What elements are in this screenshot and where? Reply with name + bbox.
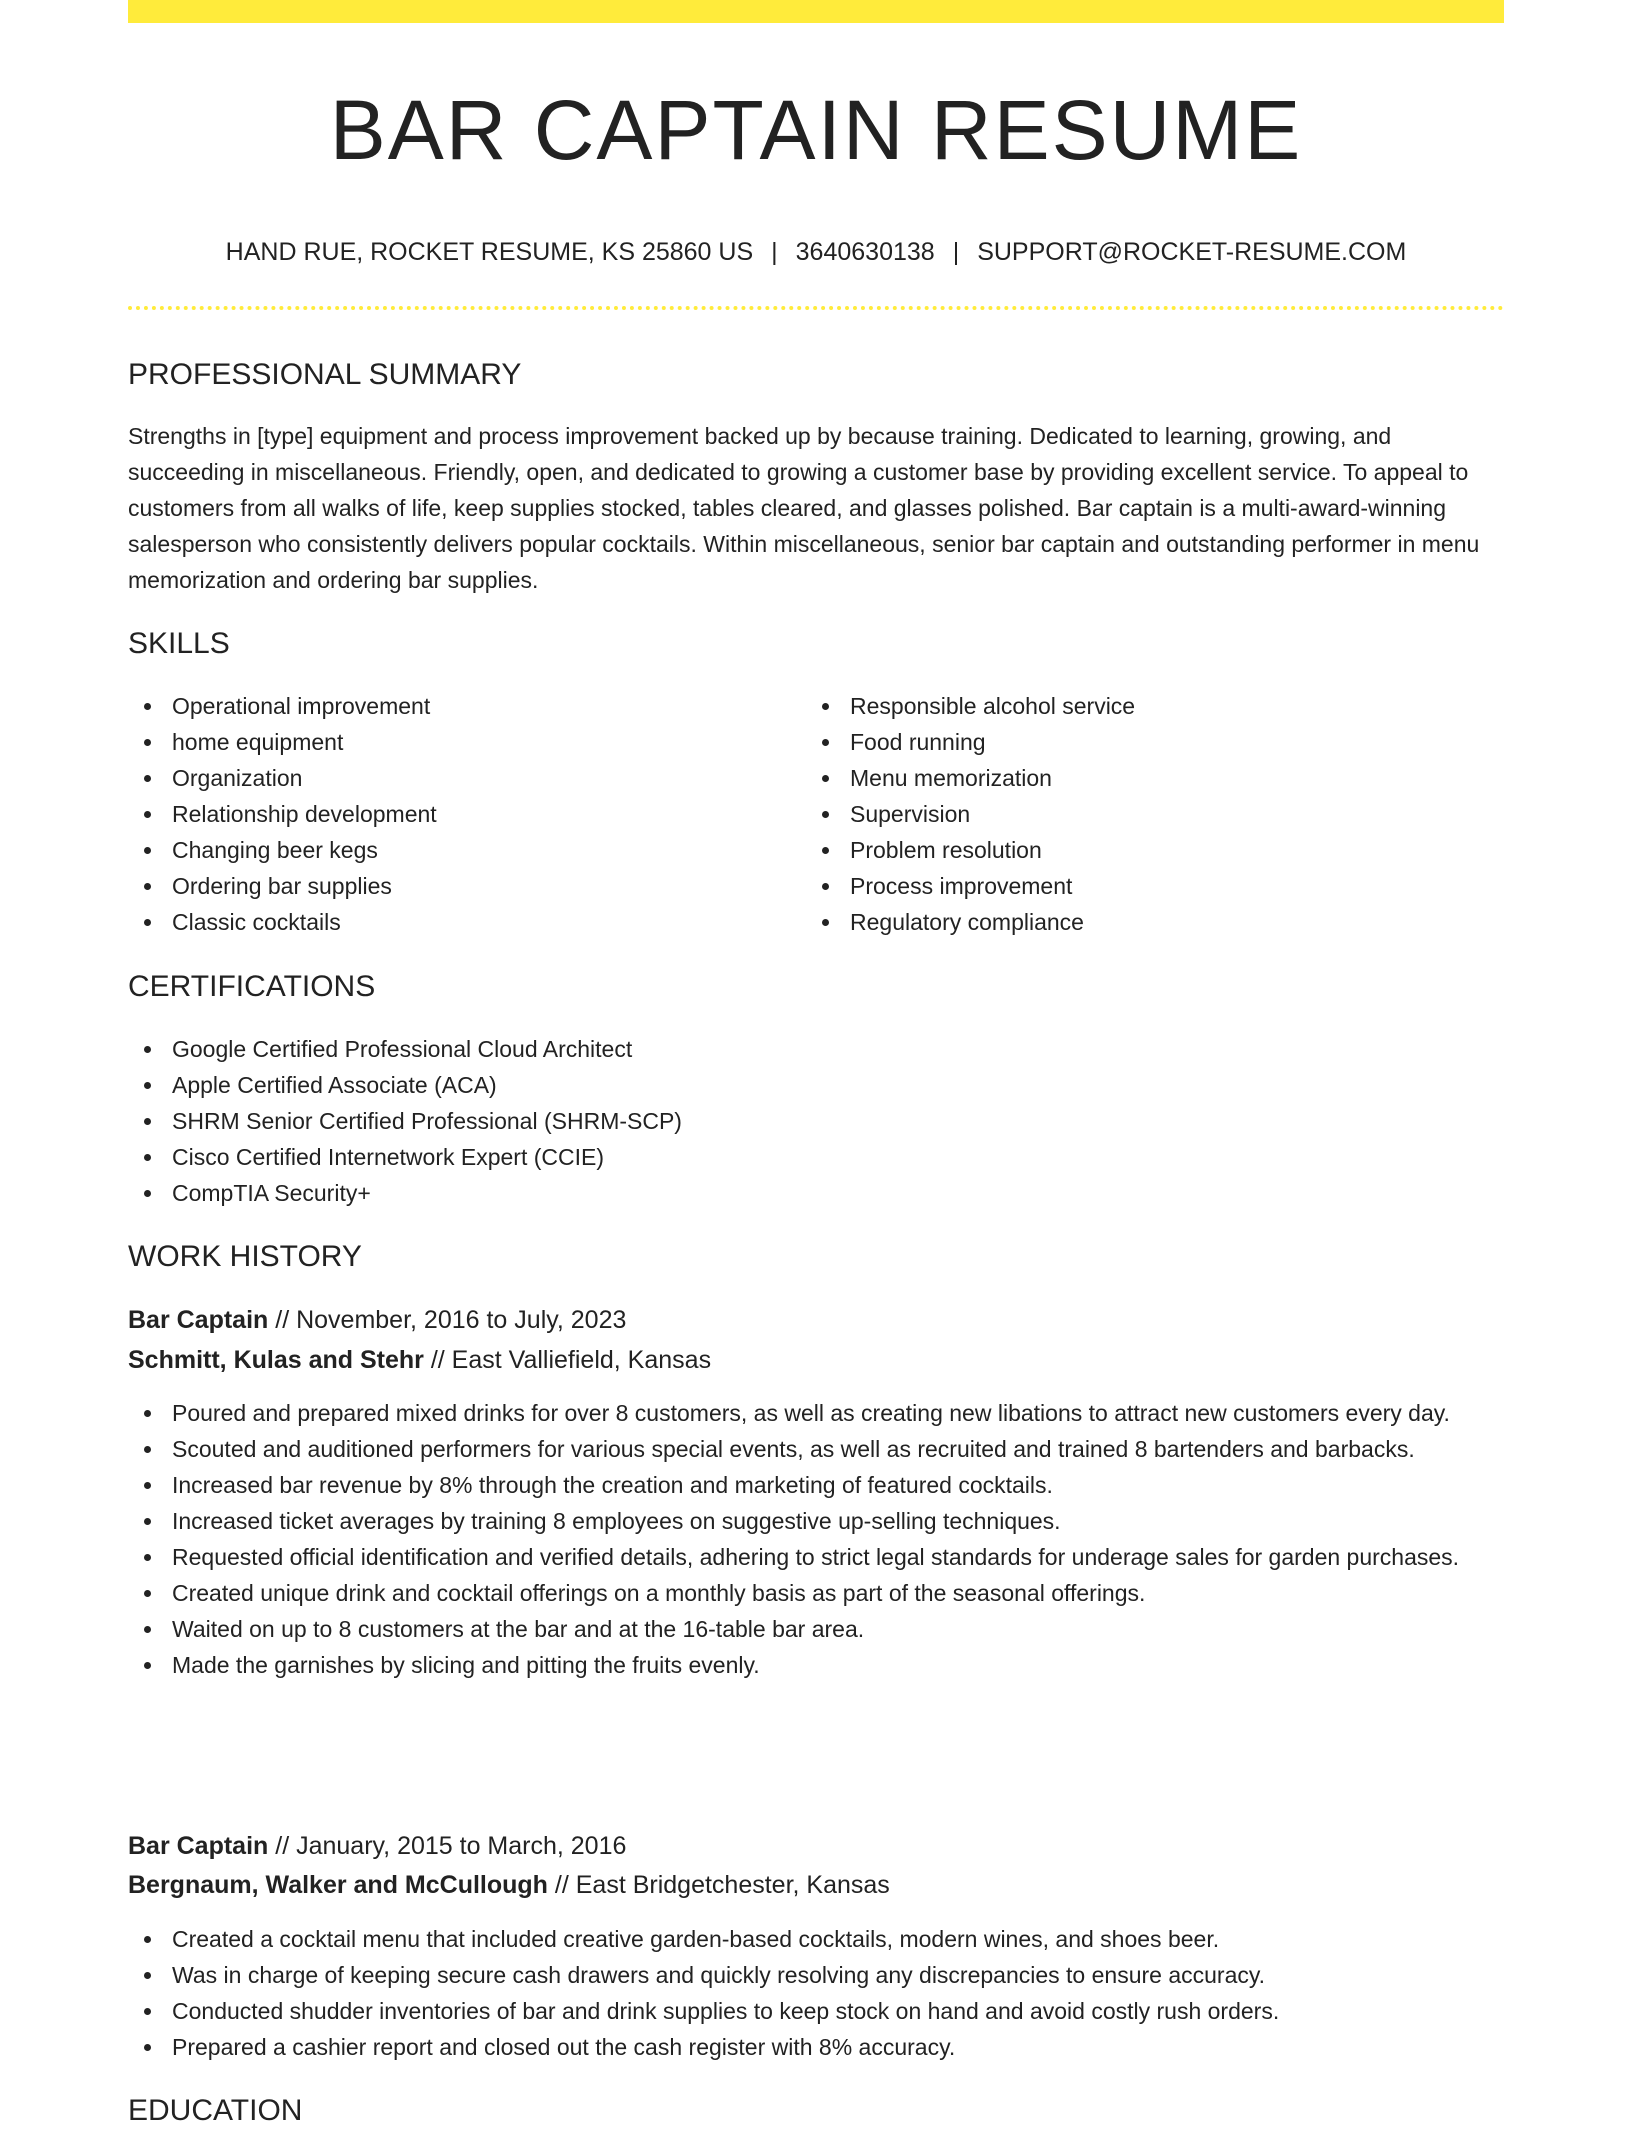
job-location: // East Bridgetchester, Kansas bbox=[547, 1871, 890, 1899]
responsibility-item: Created unique drink and cocktail offerings on a monthly basis as part of the seasonal offerings. bbox=[128, 1575, 1504, 1611]
certification-item: SHRM Senior Certified Professional (SHRM-SCP) bbox=[128, 1103, 1028, 1139]
certification-item: Apple Certified Associate (ACA) bbox=[128, 1067, 1028, 1103]
contact-email: SUPPORT@ROCKET-RESUME.COM bbox=[977, 238, 1407, 266]
section-heading-summary: PROFESSIONAL SUMMARY bbox=[128, 358, 522, 391]
skill-item: Supervision bbox=[806, 796, 1466, 832]
skill-item: Regulatory compliance bbox=[806, 904, 1466, 940]
responsibility-item: Conducted shudder inventories of bar and drink supplies to keep stock on hand and avoid costly rush orders. bbox=[128, 1993, 1504, 2029]
skill-item: home equipment bbox=[128, 724, 788, 760]
job-responsibilities-list bbox=[128, 1921, 1504, 2065]
responsibility-item: Prepared a cashier report and closed out the cash register with 8% accuracy. bbox=[128, 2029, 1504, 2065]
skill-item: Classic cocktails bbox=[128, 904, 788, 940]
contact-line bbox=[128, 236, 1504, 268]
top-accent-bar bbox=[128, 0, 1504, 23]
responsibility-item: Waited on up to 8 customers at the bar and at the 16-table bar area. bbox=[128, 1611, 1504, 1647]
responsibility-item: Made the garnishes by slicing and pitting the fruits evenly. bbox=[128, 1647, 1504, 1683]
skill-item: Problem resolution bbox=[806, 832, 1466, 868]
section-heading-work-history: WORK HISTORY bbox=[128, 1240, 362, 1273]
section-heading-skills: SKILLS bbox=[128, 627, 230, 660]
responsibility-item: Requested official identification and verified details, adhering to strict legal standards for underage sales for garden purchases. bbox=[128, 1539, 1504, 1575]
job-title-line bbox=[128, 1828, 626, 1864]
header-divider bbox=[128, 306, 1504, 310]
responsibility-item: Increased ticket averages by training 8 employees on suggestive up-selling techniques. bbox=[128, 1503, 1504, 1539]
job-title: Bar Captain bbox=[128, 1832, 269, 1860]
skill-item: Responsible alcohol service bbox=[806, 688, 1466, 724]
job-location: // East Valliefield, Kansas bbox=[423, 1346, 712, 1374]
job-title-line bbox=[128, 1302, 626, 1338]
responsibility-item: Was in charge of keeping secure cash drawers and quickly resolving any discrepancies to ensure accuracy. bbox=[128, 1957, 1504, 1993]
skill-item: Relationship development bbox=[128, 796, 788, 832]
section-heading-certifications: CERTIFICATIONS bbox=[128, 970, 376, 1003]
responsibility-item: Increased bar revenue by 8% through the creation and marketing of featured cocktails. bbox=[128, 1467, 1504, 1503]
certification-item: CompTIA Security+ bbox=[128, 1175, 1028, 1211]
contact-phone: 3640630138 bbox=[795, 238, 935, 266]
contact-separator: | bbox=[952, 238, 960, 266]
job-dates: // November, 2016 to July, 2023 bbox=[268, 1306, 627, 1334]
skills-list-left bbox=[128, 688, 788, 940]
skill-item: Ordering bar supplies bbox=[128, 868, 788, 904]
skill-item: Changing beer kegs bbox=[128, 832, 788, 868]
resume-title: BAR CAPTAIN RESUME bbox=[329, 83, 1303, 177]
contact-separator: | bbox=[771, 238, 778, 266]
job-company: Schmitt, Kulas and Stehr bbox=[128, 1346, 424, 1374]
responsibility-item: Created a cocktail menu that included creative garden-based cocktails, modern wines, and shoes beer. bbox=[128, 1921, 1504, 1957]
job-title: Bar Captain bbox=[128, 1306, 269, 1334]
skill-item: Process improvement bbox=[806, 868, 1466, 904]
skill-item: Food running bbox=[806, 724, 1466, 760]
responsibility-item: Poured and prepared mixed drinks for over 8 customers, as well as creating new libations to attract new customers every day. bbox=[128, 1395, 1504, 1431]
job-dates: // January, 2015 to March, 2016 bbox=[268, 1832, 627, 1860]
skill-item: Operational improvement bbox=[128, 688, 788, 724]
certification-item: Google Certified Professional Cloud Architect bbox=[128, 1031, 1028, 1067]
skills-list-right bbox=[806, 688, 1466, 940]
skill-item: Menu memorization bbox=[806, 760, 1466, 796]
responsibility-item: Scouted and auditioned performers for various special events, as well as recruited and trained 8 bartenders and barbacks. bbox=[128, 1431, 1504, 1467]
job-company-line bbox=[128, 1867, 890, 1903]
certifications-list bbox=[128, 1031, 1028, 1211]
certification-item: Cisco Certified Internetwork Expert (CCIE) bbox=[128, 1139, 1028, 1175]
job-responsibilities-list bbox=[128, 1395, 1504, 1683]
summary-text: Strengths in [type] equipment and process improvement backed up by because training. Dedicated to learning, growing, and succeeding in miscellaneous. Friendly, open, and dedicated to growing a customer base by providing excellent service. To appeal to customers from all walks of life, keep supplies stocked, tables cleared, and glasses polished. Bar captain is a multi-award-winning salesperson who consistently delivers popular cocktails. Within miscellaneous, senior bar captain and outstanding performer in menu memorization and ordering bar supplies. bbox=[128, 423, 1480, 593]
job-company: Bergnaum, Walker and McCullough bbox=[128, 1871, 548, 1899]
section-heading-education: EDUCATION bbox=[128, 2094, 303, 2127]
contact-address: HAND RUE, ROCKET RESUME, KS 25860 US bbox=[225, 238, 754, 266]
job-company-line bbox=[128, 1342, 711, 1378]
skill-item: Organization bbox=[128, 760, 788, 796]
